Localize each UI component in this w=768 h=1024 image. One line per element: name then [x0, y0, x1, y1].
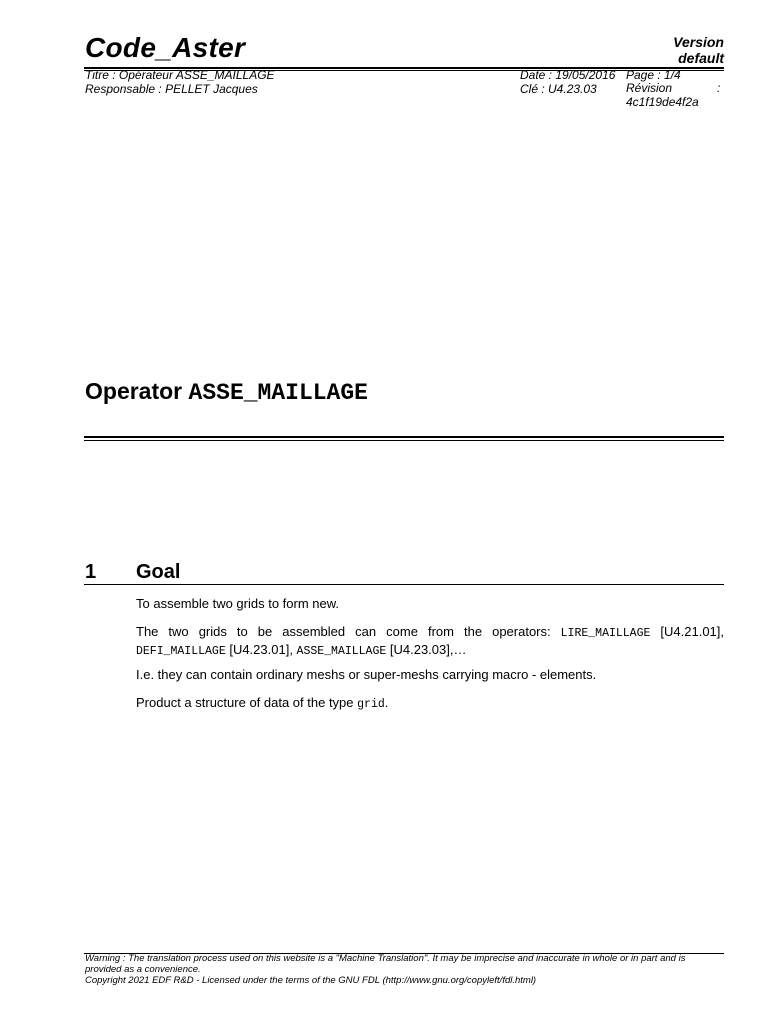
ref-u4-23-01: [U4.23.01],	[225, 642, 297, 657]
code-asse-maillage: ASSE_MAILLAGE	[296, 645, 387, 658]
section-rule	[84, 584, 724, 585]
footer-warning: Warning : The translation process used on this website is a "Machine Translation". It may be imprecise and inaccurate in whole or in part and is provided as a convenience.	[85, 953, 686, 975]
date-label: Date :	[520, 68, 556, 82]
code-aster-logo: Code_Aster	[85, 32, 246, 63]
header-titre	[85, 68, 275, 82]
ref-u4-23-03: [U4.23.03],…	[386, 642, 467, 657]
titre-label: Titre :	[85, 68, 119, 82]
section-title: Goal	[136, 561, 181, 583]
paragraph-3: I.e. they can contain ordinary meshs or super-meshs carrying macro - elements.	[136, 667, 597, 682]
responsable-value: PELLET Jacques	[165, 82, 258, 96]
para4-text: Product a structure of data of the type	[136, 695, 358, 710]
revision-label: Révision	[626, 81, 673, 95]
responsable-label: Responsable :	[85, 82, 166, 96]
title-code: ASSE_MAILLAGE	[188, 380, 368, 406]
cle-label: Clé :	[520, 82, 549, 96]
header-cle	[520, 82, 597, 96]
paragraph-2	[136, 624, 724, 660]
version-label: Version	[673, 34, 724, 50]
page-value: 1/4	[664, 68, 681, 82]
page-label: Page :	[626, 68, 665, 82]
para4-end: .	[384, 695, 389, 710]
version-value: default	[678, 50, 724, 66]
date-value: 19/05/2016	[555, 68, 616, 82]
title-prefix: Operator	[85, 378, 189, 404]
revision-value: 4c1f19de4f2a	[626, 95, 699, 109]
cle-value: U4.23.03	[548, 82, 597, 96]
title-rule-thin	[84, 440, 724, 441]
page-title	[85, 378, 368, 406]
header-date	[520, 68, 615, 82]
title-rule-thick	[84, 436, 724, 438]
ref-u4-21-01: [U4.21.01],	[650, 624, 725, 639]
paragraph-4	[136, 695, 724, 713]
section-number: 1	[85, 561, 97, 583]
version-block	[673, 34, 724, 66]
footer-copyright: Copyright 2021 EDF R&D - Licensed under the terms of the GNU FDL (http://www.gnu.org/copyleft/fdl.html)	[85, 975, 537, 986]
code-defi-maillage: DEFI_MAILLAGE	[136, 645, 226, 658]
header-responsable	[85, 82, 258, 96]
code-grid: grid	[357, 698, 385, 711]
revision-separator: :	[717, 81, 721, 95]
para2-text: The two grids to be assembled can come from the operators:	[136, 624, 561, 639]
code-lire-maillage: LIRE_MAILLAGE	[560, 627, 651, 640]
titre-value: Opérateur ASSE_MAILLAGE	[118, 68, 275, 82]
paragraph-1: To assemble two grids to form new.	[136, 596, 340, 611]
header-page	[626, 68, 681, 82]
